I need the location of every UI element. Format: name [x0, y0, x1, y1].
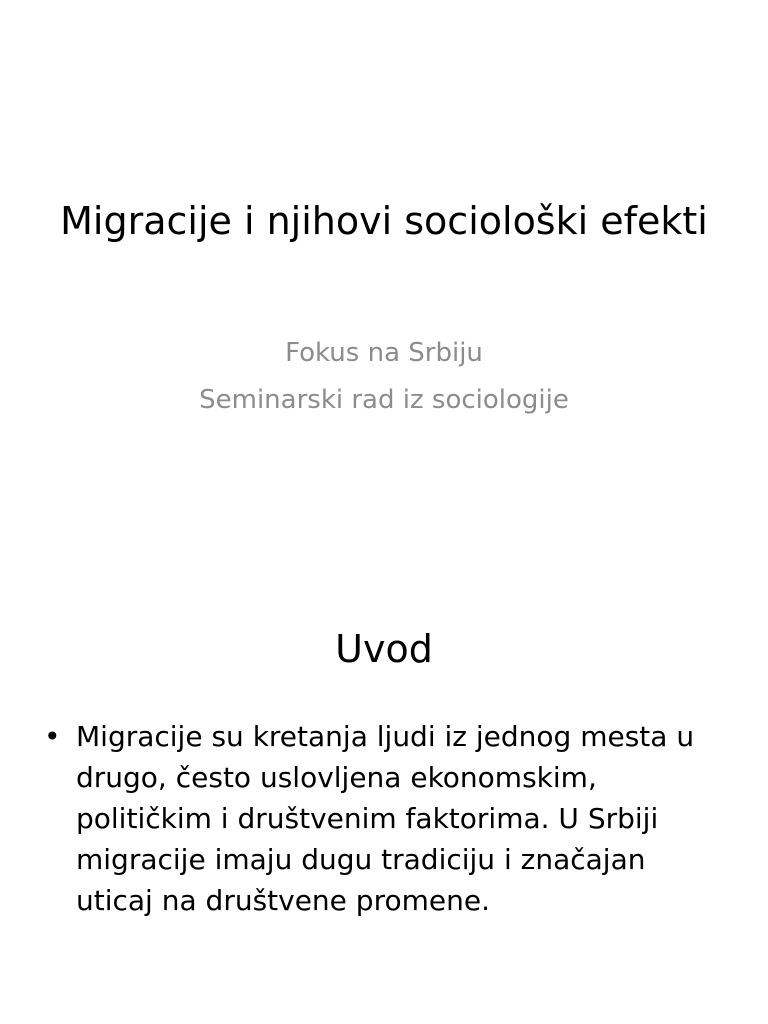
bullet-icon: •	[44, 720, 61, 753]
section-title: Uvod	[335, 627, 433, 671]
list-item	[44, 716, 724, 921]
slide-title: Migracije i njihovi sociološki efekti	[60, 199, 708, 243]
subtitle-line-seminar: Seminarski rad iz sociologije	[199, 385, 569, 415]
bullet-text: Migracije su kretanja ljudi iz jednog mesta u drugo, često uslovljena ekonomskim, političkim i društvenim faktorima. U Srbiji migracije imaju dugu tradiciju i značajan uticaj na društvene promene.	[76, 720, 695, 917]
slide-subtitle	[60, 330, 708, 424]
bullet-list	[44, 716, 724, 921]
subtitle-line-focus: Fokus na Srbiju	[285, 338, 483, 368]
intro-slide	[0, 576, 768, 1024]
